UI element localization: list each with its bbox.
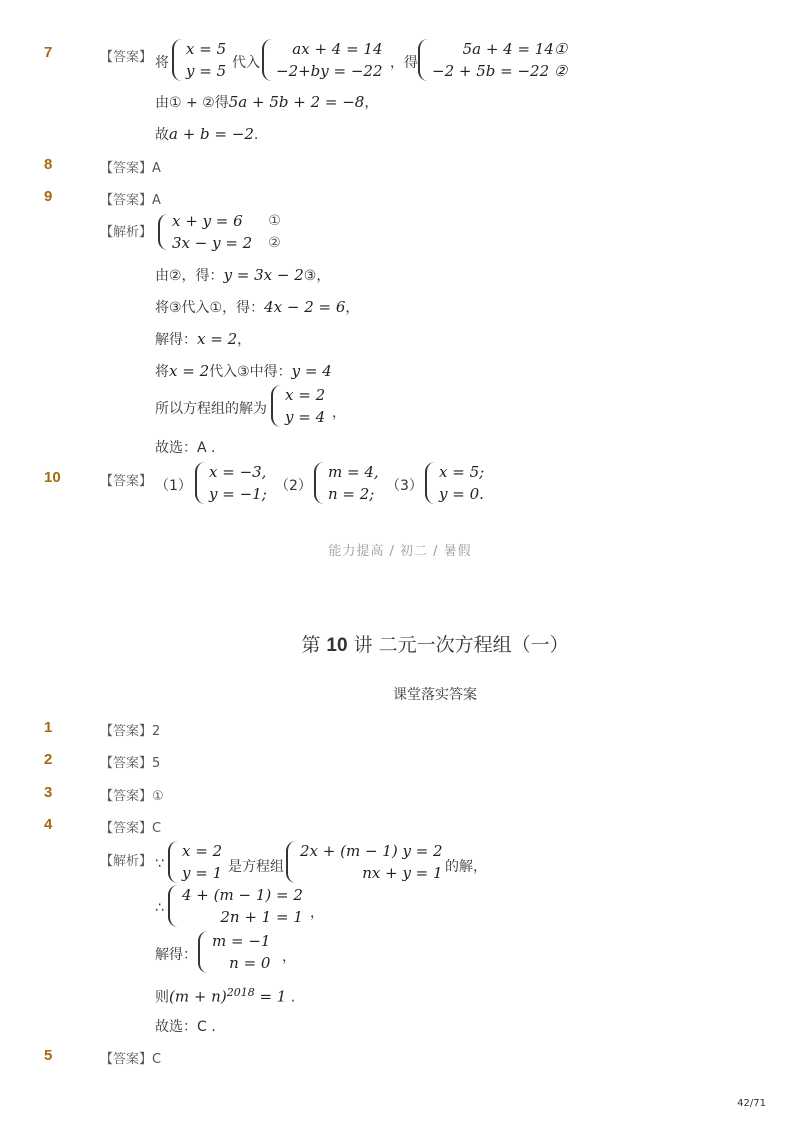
because-symbol: ∵ — [155, 856, 164, 872]
analysis-tag: 【解析】 — [100, 225, 153, 240]
section-subtitle: 课堂落实答案 — [393, 687, 477, 703]
system-q4-xy: x = 2 y = 1 — [168, 840, 222, 884]
text-jiang: 将 — [155, 55, 169, 71]
page-footer: 能力提高 / 初二 / 暑假 — [328, 544, 472, 559]
answer-tag: 【答案】① — [100, 789, 164, 804]
system-xy-5: x = 5 y = 5 — [172, 38, 226, 82]
text-is-solution-of: 是方程组 — [228, 859, 284, 875]
answer-tag: 【答案】5 — [100, 756, 161, 771]
system-part-1: x = −3, y = −1; — [195, 461, 267, 505]
answer-tag: 【答案】A — [100, 161, 161, 176]
answer-tag: 【答案】C — [100, 1052, 162, 1067]
question-number-4: 4 — [44, 816, 53, 833]
comma: ， — [282, 949, 296, 965]
question-number-2: 2 — [44, 751, 53, 768]
answer-value: A — [152, 193, 161, 208]
question-number-7: 7 — [44, 44, 53, 61]
system-part-2: m = 4, n = 2; — [314, 461, 379, 505]
answer-value: 5 — [152, 756, 161, 771]
system-part-3: x = 5; y = 0. — [425, 461, 484, 505]
q7-line2: 由① + ②得5a + 5b + 2 = −8， — [155, 93, 379, 111]
q9-choice: 故选：A . — [155, 440, 216, 456]
text-solution: 的解， — [445, 859, 487, 875]
q9-step3: 解得：x = 2， — [155, 330, 252, 348]
question-number-8: 8 — [44, 156, 53, 173]
part-label-1: （1） — [155, 478, 192, 494]
text-solve: 解得： — [155, 947, 197, 963]
q9-step4: 将x = 2代入③中得：y = 4 — [155, 362, 332, 380]
system-q4-solved: m = −1 n = 0 — [198, 930, 270, 974]
comma: ， — [310, 905, 324, 921]
q7-line3: 故a + b = −2. — [155, 125, 259, 143]
part-label-2: （2） — [275, 478, 312, 494]
q9-step5-text: 所以方程组的解为 — [155, 401, 267, 417]
page-number: 42/71 — [737, 1098, 766, 1109]
answer-value: A — [152, 161, 161, 176]
comma: ， — [332, 405, 346, 421]
text-get: ，得 — [390, 55, 418, 71]
system-ab: ax + 4 = 14 −2+by = −22 — [262, 38, 383, 82]
q9-step1: 由②，得：y = 3x − 2③， — [155, 266, 331, 284]
text-substitute: 代入 — [232, 55, 260, 71]
system-q4-substituted: 4 + (m − 1) = 2 2n + 1 = 1 — [168, 884, 303, 928]
q4-choice: 故选：C . — [155, 1019, 216, 1035]
answer-value: 2 — [152, 724, 161, 739]
therefore-symbol: ∴ — [155, 900, 164, 916]
question-number-3: 3 — [44, 784, 53, 801]
system-q9: x + y = 6 3x − y = 2 ① ② — [158, 210, 281, 254]
answer-tag: 【答案】2 — [100, 724, 161, 739]
system-5a-5b: 5a + 4 = 14① −2 + 5b = −22 ② — [418, 38, 567, 82]
answer-value: ① — [152, 789, 164, 804]
q9-step2: 将③代入①，得：4x − 2 = 6， — [155, 298, 360, 316]
question-number-5: 5 — [44, 1047, 53, 1064]
system-q9-solution: x = 2 y = 4 — [271, 384, 325, 428]
question-number-10: 10 — [44, 469, 61, 486]
answer-value: C — [152, 1052, 162, 1067]
system-q4-original: 2x + (m − 1) y = 2 nx + y = 1 — [286, 840, 443, 884]
q4-power-line: 则$(m + n)^{2018} = 1$ . — [155, 986, 296, 1006]
answer-tag: 【答案】A — [100, 193, 161, 208]
lecture-title: 第 10 讲 二元一次方程组（一） — [301, 634, 569, 656]
part-label-3: （3） — [386, 478, 423, 494]
analysis-tag: 【解析】 — [100, 854, 153, 869]
answer-tag: 【答案】C — [100, 821, 162, 836]
question-number-9: 9 — [44, 188, 53, 205]
question-number-1: 1 — [44, 719, 53, 736]
answer-tag: 【答案】 — [100, 50, 153, 65]
answer-value: C — [152, 821, 162, 836]
answer-tag: 【答案】 — [100, 474, 153, 489]
